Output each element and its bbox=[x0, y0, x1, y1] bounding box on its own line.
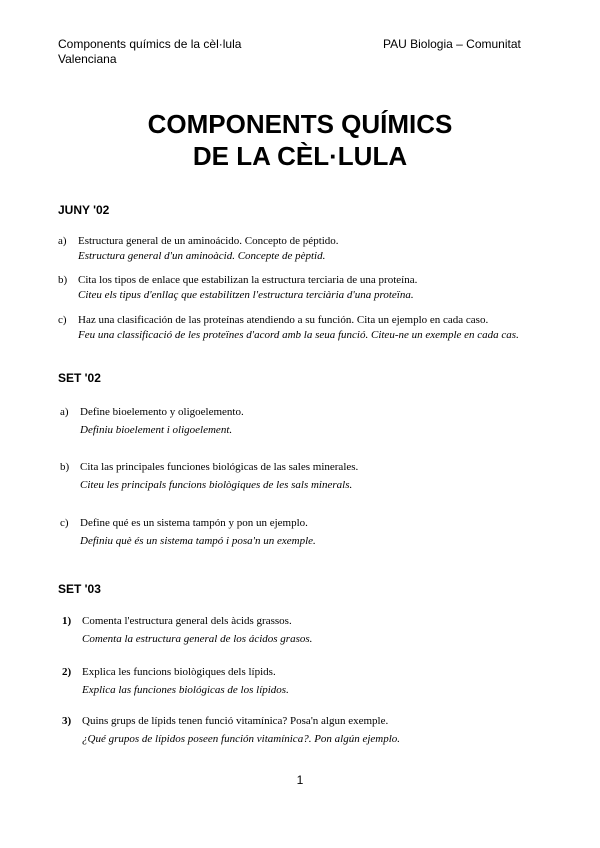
question-text-valencian: Feu una classificació de les proteïnes d'acord amb la seua funció. Citeu-ne un exemple en cada cas. bbox=[78, 329, 519, 341]
page-title bbox=[0, 108, 600, 172]
question-label: b) bbox=[58, 274, 68, 286]
title-line-1: COMPONENTS QUÍMICS bbox=[147, 109, 453, 139]
question-text-valencian: Definiu bioelement i oligoelement. bbox=[80, 424, 233, 436]
question-label: a) bbox=[60, 406, 69, 418]
question-text-spanish: Define qué es un sistema tampón y pon un ejemplo. bbox=[80, 517, 308, 529]
running-header-left: Components químics de la cèl·lula Valenciana bbox=[58, 37, 242, 66]
question-label: 1) bbox=[62, 615, 72, 627]
question-label: a) bbox=[58, 235, 67, 247]
question-text-spanish: Cita los tipos de enlace que estabilizan la estructura terciaria de una proteína. bbox=[78, 274, 418, 286]
question-label: c) bbox=[60, 517, 69, 529]
question-text-spanish: Comenta la estructura general de los ácidos grasos. bbox=[82, 633, 313, 645]
question-text-spanish: Estructura general de un aminoácido. Concepto de péptido. bbox=[78, 235, 339, 247]
question-text-catalan: Comenta l'estructura general dels àcids grassos. bbox=[82, 615, 292, 627]
question-label: b) bbox=[60, 461, 70, 473]
running-header-right: PAU Biologia – Comunitat bbox=[383, 37, 521, 51]
title-line-2: DE LA CÈL·LULA bbox=[192, 141, 408, 171]
question-text-spanish: Define bioelemento y oligoelemento. bbox=[80, 406, 244, 418]
question-text-spanish: Cita las principales funciones biológicas de las sales minerales. bbox=[80, 461, 359, 473]
question-label: 3) bbox=[62, 715, 72, 727]
page-number: 1 bbox=[296, 773, 304, 787]
question-text-valencian: Citeu les principals funcions biològiques de les sals minerals. bbox=[80, 479, 353, 491]
question-text-valencian: Estructura general d'un aminoàcid. Concepte de pèptid. bbox=[78, 250, 326, 262]
question-label: c) bbox=[58, 314, 67, 326]
question-text-spanish: ¿Qué grupos de lípidos poseen función vitamínica?. Pon algún ejemplo. bbox=[82, 733, 401, 745]
section-heading-juny-02: JUNY '02 bbox=[58, 203, 110, 217]
question-text-spanish: Haz una clasificación de las proteínas atendiendo a su función. Cita un ejemplo en cada caso. bbox=[78, 314, 489, 326]
section-heading-set-02: SET '02 bbox=[58, 371, 101, 385]
question-text-catalan: Explica les funcions biològiques dels lípids. bbox=[82, 666, 276, 678]
question-text-valencian: Citeu els tipus d'enllaç que estabilitzen l'estructura terciària d'una proteïna. bbox=[78, 289, 414, 301]
question-text-valencian: Definiu què és un sistema tampó i posa'n un exemple. bbox=[80, 535, 316, 547]
question-text-spanish: Explica las funciones biológicas de los lípidos. bbox=[82, 684, 289, 696]
question-label: 2) bbox=[62, 666, 72, 678]
question-text-catalan: Quins grups de lípids tenen funció vitamínica? Posa'n algun exemple. bbox=[82, 715, 389, 727]
section-heading-set-03: SET '03 bbox=[58, 582, 101, 596]
